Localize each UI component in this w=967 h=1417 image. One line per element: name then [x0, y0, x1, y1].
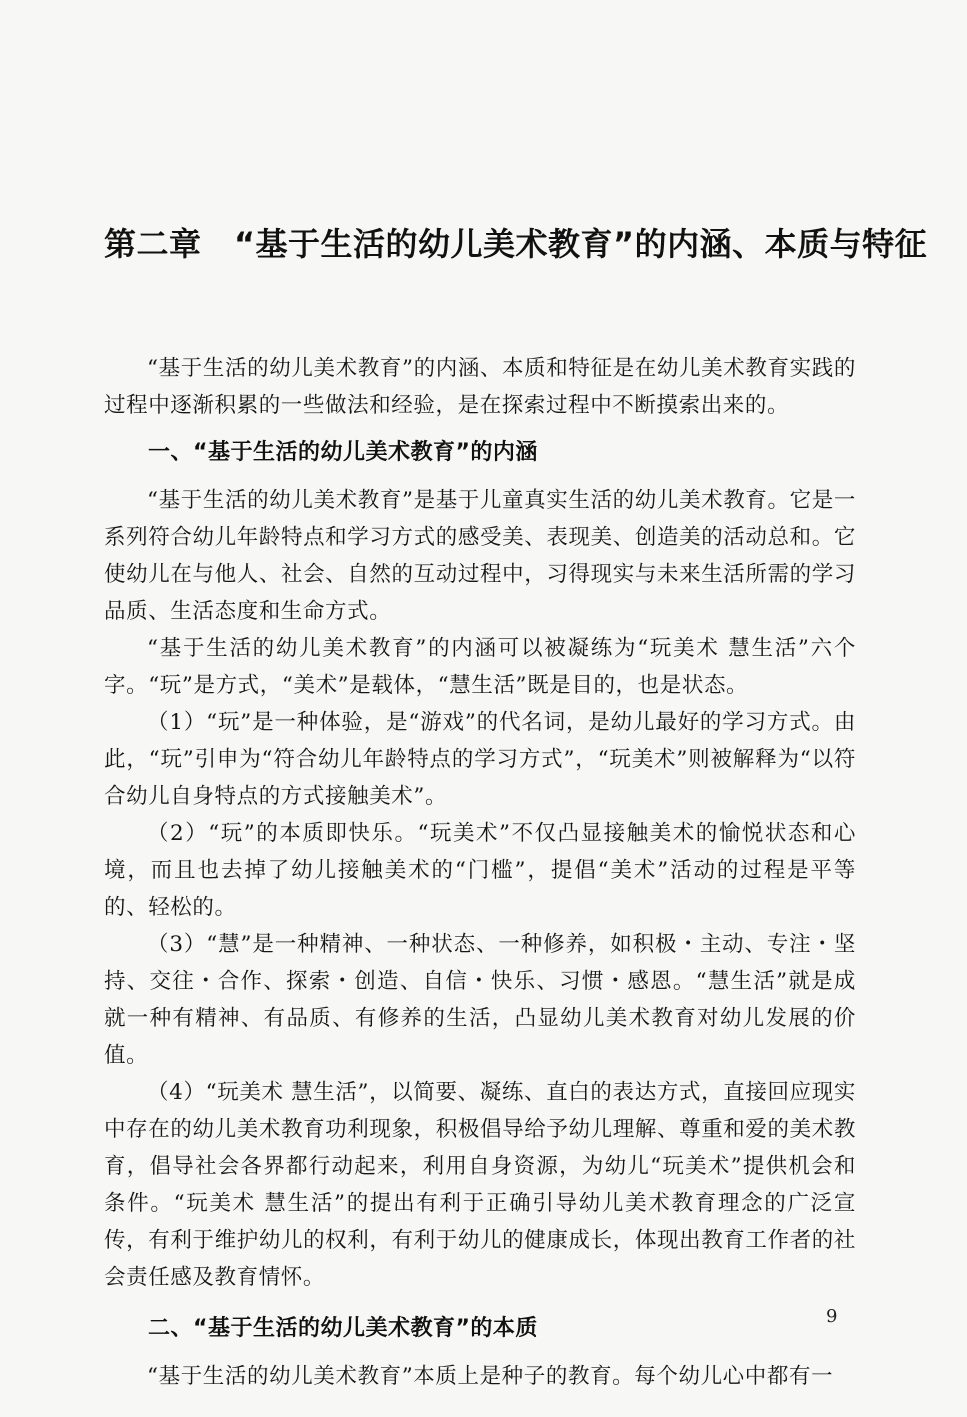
paragraph-item-2: （2）“玩”的本质即快乐。“玩美术”不仅凸显接触美术的愉悦状态和心境，而且也去掉了幼儿接触美术的“门槛”，提倡“美术”活动的过程是平等的、轻松的。 — [104, 821, 856, 920]
paragraph: “基于生活的幼儿美术教育”本质上是种子的教育。每个幼儿心中都有一 — [147, 1364, 834, 1389]
paragraph-item-4: （4）“玩美术 慧生活”，以简要、凝练、直白的表达方式，直接回应现实中存在的幼儿美术教育功利现象，积极倡导给予幼儿理解、尊重和爱的美术教育，倡导社会各界都行动起来，利用自身资源，为幼儿“玩美术”提供机会和条件。“玩美术 慧生活”的提出有利于正确引导幼儿美术教育理念的广泛宣传，有利于维护幼儿的权利，有利于幼儿的健康成长，体现出教育工作者的社会责任感及教育情怀。 — [104, 1080, 856, 1290]
section-heading-essence: 二、“基于生活的幼儿美术教育”的本质 — [148, 1316, 538, 1341]
chapter-title: 第二章 “基于生活的幼儿美术教育”的内涵、本质与特征 — [104, 225, 928, 263]
paragraph-item-3: （3）“慧”是一种精神、一种状态、一种修养，如积极・主动、专注・坚持、交往・合作、探索・创造、自信・快乐、习惯・感恩。“慧生活”就是成就一种有精神、有品质、有修养的生活，凸显幼儿美术教育对幼儿发展的价值。 — [104, 932, 856, 1068]
paragraph: “基于生活的幼儿美术教育”是基于儿童真实生活的幼儿美术教育。它是一系列符合幼儿年龄特点和学习方式的感受美、表现美、创造美的活动总和。它使幼儿在与他人、社会、自然的互动过程中，习得现实与未来生活所需的学习品质、生活态度和生命方式。 — [104, 488, 856, 624]
section-heading-connotation: 一、“基于生活的幼儿美术教育”的内涵 — [148, 440, 538, 465]
paragraph: “基于生活的幼儿美术教育”的内涵可以被凝练为“玩美术 慧生活”六个字。“玩”是方式，“美术”是载体，“慧生活”既是目的，也是状态。 — [104, 636, 856, 698]
intro-paragraph: “基于生活的幼儿美术教育”的内涵、本质和特征是在幼儿美术教育实践的过程中逐渐积累的一些做法和经验，是在探索过程中不断摸索出来的。 — [104, 356, 856, 418]
paragraph-item-1: （1）“玩”是一种体验，是“游戏”的代名词，是幼儿最好的学习方式。由此，“玩”引申为“符合幼儿年龄特点的学习方式”，“玩美术”则被解释为“以符合幼儿自身特点的方式接触美术”。 — [104, 710, 856, 809]
page-number: 9 — [826, 1306, 838, 1327]
body-text — [104, 350, 856, 1395]
